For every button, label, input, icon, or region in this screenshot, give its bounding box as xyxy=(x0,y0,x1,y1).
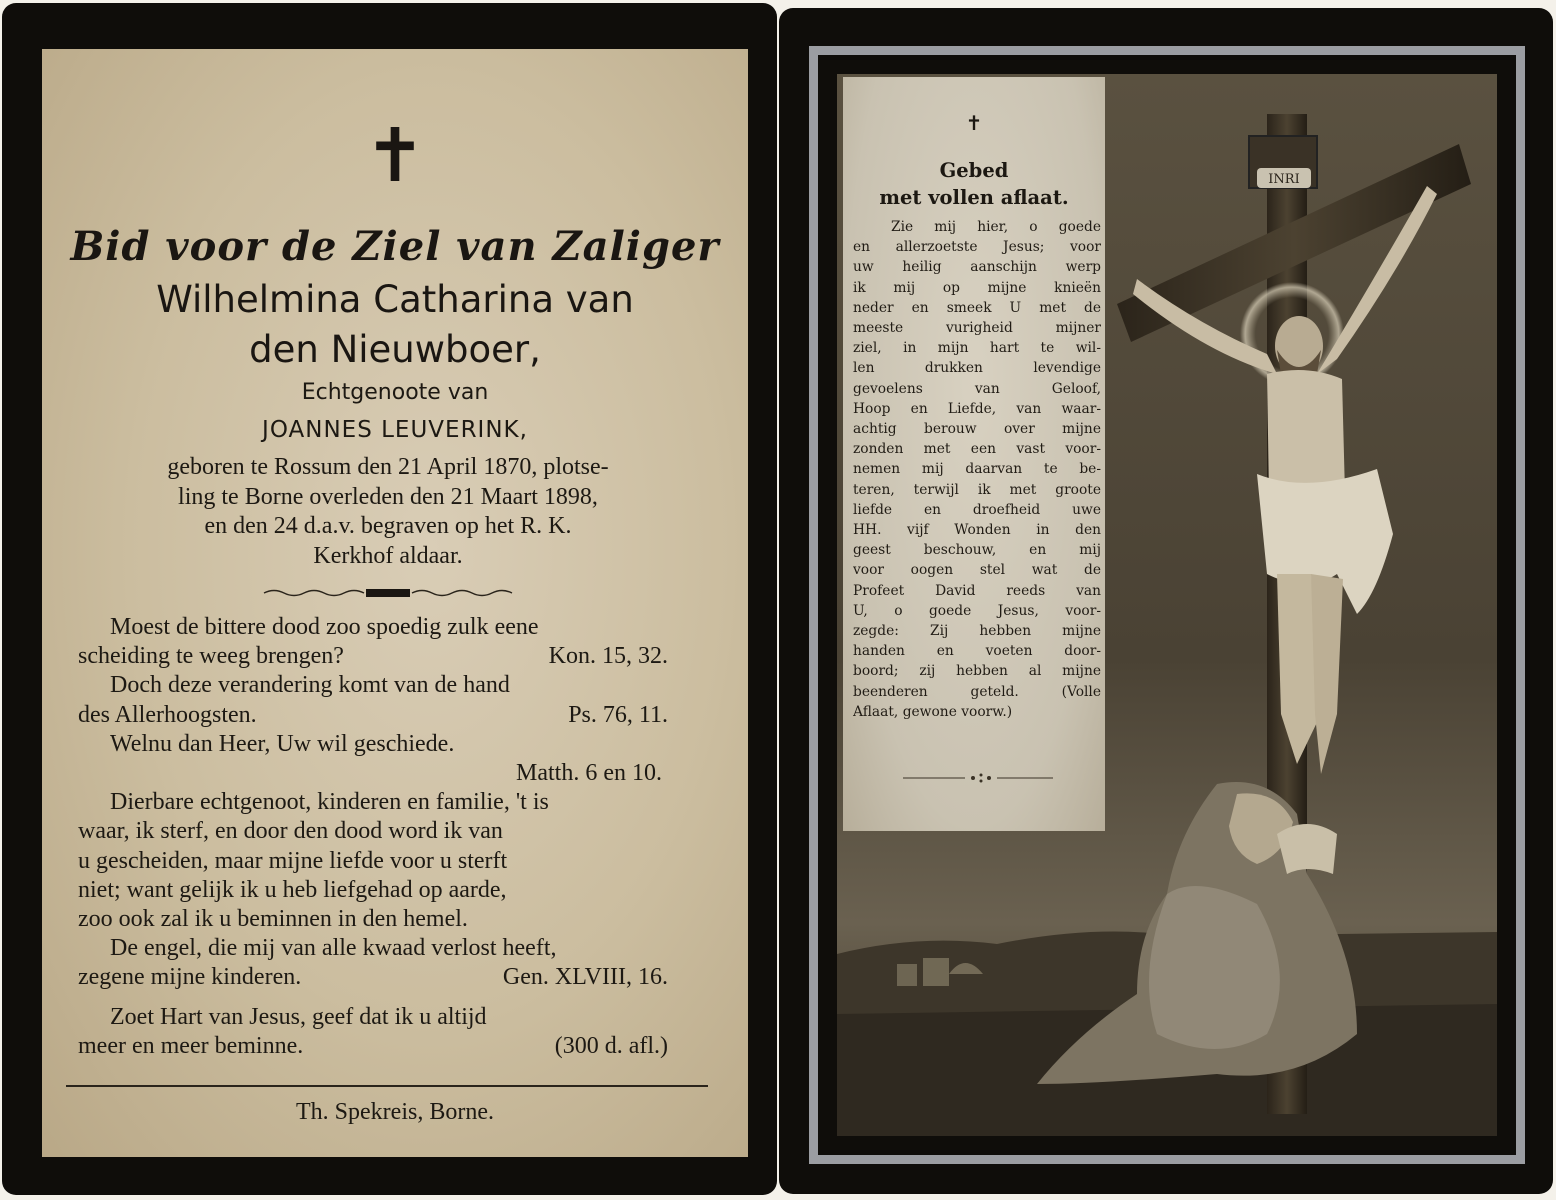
prayer-panel xyxy=(843,77,1105,831)
deceased-name xyxy=(42,275,748,375)
prayer-line: ziel, in mijn hart te wil- xyxy=(853,340,1101,357)
prayer-line: beenderen geteld. (Volle xyxy=(853,683,1101,700)
divider-line xyxy=(66,1085,708,1087)
prayer-line: zegde: Zij hebben mijne xyxy=(853,623,1101,640)
prayer-line: handen en voeten door- xyxy=(853,643,1101,660)
verse-line: u gescheiden, maar mijne liefde voor u sterft xyxy=(78,847,508,874)
verse-reference: Kon. 15, 32. xyxy=(548,643,668,670)
verse-text: des Allerhoogsten. xyxy=(78,701,257,728)
prayer-line: en allerzoetste Jesus; voor xyxy=(853,239,1101,256)
prayer-title-line: Gebed xyxy=(939,159,1009,182)
prayer-line: Profeet David reeds van xyxy=(853,582,1101,599)
prayer-line: meeste vurigheid mijner xyxy=(853,320,1101,337)
birth-line: Kerkhof aldaar. xyxy=(313,542,463,569)
prayer-line: boord; zij hebben al mijne xyxy=(853,663,1101,680)
prayer-line: nemen mij daarvan te be- xyxy=(853,461,1101,478)
prayer-line: Zie mij hier, o goede xyxy=(891,219,1101,235)
printer-credit: Th. Spekreis, Borne. xyxy=(296,1099,494,1125)
verse-reference: (300 d. afl.) xyxy=(554,1032,668,1059)
birth-line: ling te Borne overleden den 21 Maart 1898, xyxy=(178,483,598,510)
prayer-line: HH. vijf Wonden in den xyxy=(853,522,1101,539)
prayer-title xyxy=(843,157,1105,211)
spouse-name: JOANNES LEUVERINK, xyxy=(262,417,528,443)
verse-line: Zoet Hart van Jesus, geef dat ik u altijd xyxy=(110,1003,487,1030)
verse-line xyxy=(78,1032,698,1061)
prayer-line: geest beschouw, en mij xyxy=(853,542,1101,559)
name-line-1: Wilhelmina Catharina van xyxy=(156,278,634,321)
prayer-card-front xyxy=(2,3,777,1195)
verse-line: Doch deze verandering komt van de hand xyxy=(110,672,510,699)
verse-line xyxy=(78,963,698,992)
verse-reference: Gen. XLVIII, 16. xyxy=(502,964,668,991)
verse-line: waar, ik sterf, en door den dood word ik van xyxy=(78,818,503,845)
verse-reference: Ps. 76, 11. xyxy=(568,701,668,728)
spouse-intro: Echtgenoote van xyxy=(301,380,489,405)
verse-text: zegene mijne kinderen. xyxy=(78,964,302,991)
verse-line: Dierbare echtgenoot, kinderen en familie, 't is xyxy=(110,789,549,816)
cross-icon: ✝ xyxy=(965,111,983,135)
verse-line: Moest de bittere dood zoo spoedig zulk eene xyxy=(110,614,539,640)
card-heading: Bid voor de Ziel van Zaliger xyxy=(70,223,720,270)
prayer-line: Aflaat, gewone voorw.) xyxy=(853,703,1013,720)
verse-text: meer en meer beminne. xyxy=(78,1032,304,1059)
prayer-line: U, o goede Jesus, voor- xyxy=(853,602,1101,619)
verse-reference: Matth. 6 en 10. xyxy=(516,760,662,787)
prayer-text xyxy=(853,217,1101,722)
verse-line: zoo ook zal ik u beminnen in den hemel. xyxy=(78,906,468,933)
prayer-line: Hoop en Liefde, van waar- xyxy=(853,400,1101,417)
ornament-divider xyxy=(903,771,1053,785)
bible-verses xyxy=(78,613,698,1061)
verse-line: De engel, die mij van alle kwaad verlost heeft, xyxy=(110,935,557,962)
verse-line: Welnu dan Heer, Uw wil geschiede. xyxy=(110,730,455,757)
birth-line: en den 24 d.a.v. begraven op het R. K. xyxy=(204,513,572,539)
verse-line xyxy=(78,642,698,671)
cross-icon: ✝ xyxy=(363,113,426,199)
prayer-line: zonden met een vast voor- xyxy=(853,441,1101,458)
prayer-line: uw heilig aanschijn werp xyxy=(853,259,1101,276)
verse-line: niet; want gelijk ik u heb liefgehad op aarde, xyxy=(78,876,507,903)
inri-label: INRI xyxy=(1268,172,1300,187)
birth-line: geboren te Rossum den 21 April 1870, plotse- xyxy=(167,454,609,480)
prayer-line: ik mij op mijne knieën xyxy=(853,279,1101,296)
prayer-line: liefde en droefheid uwe xyxy=(853,501,1101,518)
crucifixion-image-area xyxy=(837,74,1497,1136)
prayer-line: len drukken levendige xyxy=(853,360,1101,377)
prayer-card-back xyxy=(779,8,1553,1194)
birth-death-text xyxy=(78,453,698,571)
name-line-2: den Nieuwboer, xyxy=(249,328,541,371)
prayer-line: teren, terwijl ik met groote xyxy=(853,481,1101,498)
verse-text: scheiding te weeg brengen? xyxy=(78,643,344,670)
prayer-line: gevoelens van Geloof, xyxy=(853,380,1101,397)
prayer-line: achtig berouw over mijne xyxy=(853,421,1101,438)
verse-line xyxy=(78,701,698,730)
prayer-line: voor oogen stel wat de xyxy=(853,562,1101,579)
card-paper xyxy=(42,49,748,1157)
prayer-line: neder en smeek U met de xyxy=(853,299,1101,316)
prayer-title-line: met vollen aflaat. xyxy=(879,186,1069,209)
ornament-divider xyxy=(42,585,748,599)
